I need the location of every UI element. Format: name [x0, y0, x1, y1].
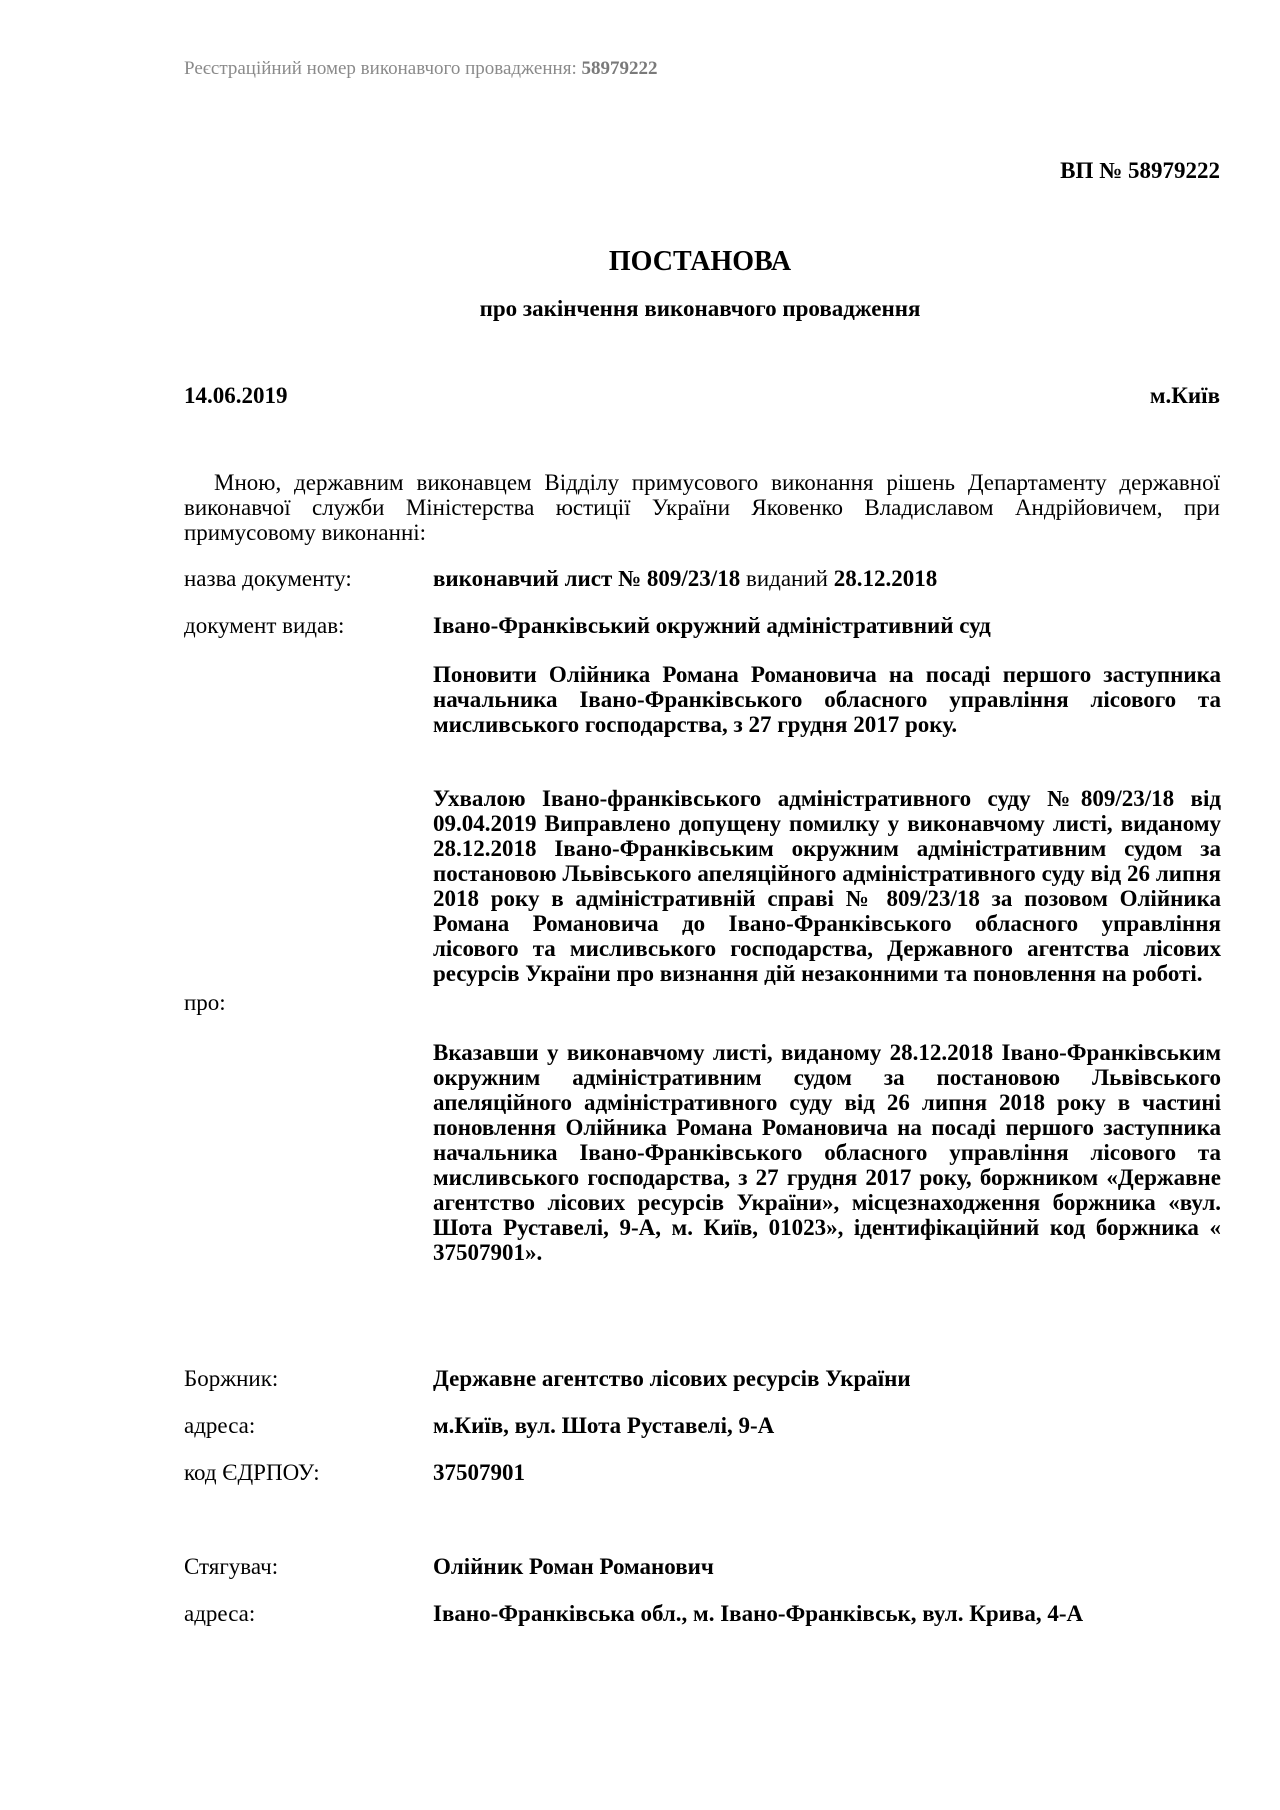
about-paragraph-2: Ухвалою Івано-франківського адміністративного суду №809/23/18 від 09.04.2019 Виправлено допущену помилку у виконавчому листі, виданому 28.12.2018 Івано-Франківським окружним адміністративним судом за постановою Львівського апеляційного адміністративного суду від 26 липня 2018 року в адміністративній справі № 809/23/18 за позовом Олійника Романа Романовича до Івано-Франківського обласного управління лісового та мисливського господарства, Державного агентства лісових ресурсів України про визнання дій незаконними та поновлення на роботі. — [433, 786, 1221, 986]
registration-label: Реєстраційний номер виконавчого провадження: — [184, 58, 577, 79]
debtor-code-label: код ЄДРПОУ: — [184, 1460, 320, 1485]
document-subtitle: про закінчення виконавчого провадження — [479, 296, 921, 321]
vp-number: ВП № 58979222 — [1060, 158, 1220, 183]
creditor-value: Олійник Роман Романович — [433, 1554, 714, 1579]
debtor-label: Боржник: — [184, 1366, 279, 1391]
document-issuer-value: Івано-Франківський окружний адміністративний суд — [433, 613, 991, 638]
document-issuer-label: документ видав: — [184, 613, 345, 638]
document-name-label: назва документу: — [184, 566, 352, 591]
debtor-code-value: 37507901 — [433, 1460, 525, 1485]
registration-line — [184, 58, 657, 80]
document-name-date: 28.12.2018 — [833, 566, 938, 591]
creditor-address-value: Івано-Франківська обл., м. Івано-Франківськ, вул. Крива, 4-А — [433, 1601, 1084, 1626]
debtor-value: Державне агентство лісових ресурсів України — [433, 1366, 911, 1391]
document-name-part1: виконавчий лист № 809/23/18 — [433, 566, 741, 591]
document-city: м.Київ — [1149, 383, 1220, 408]
creditor-label: Стягувач: — [184, 1554, 279, 1579]
intro-paragraph: Мною, державним виконавцем Відділу примусового виконання рішень Департаменту державної виконавчої служби Міністерства юстиції України Яковенко Владиславом Андрійовичем, при примусовому виконанні: — [184, 470, 1220, 545]
registration-number: 58979222 — [581, 58, 658, 79]
document-title: ПОСТАНОВА — [608, 246, 792, 277]
document-date: 14.06.2019 — [184, 383, 288, 408]
about-paragraph-1: Поновити Олійника Романа Романовича на посаді першого заступника начальника Івано-Франківського обласного управління лісового та мисливського господарства, з 27 грудня 2017 року. — [433, 662, 1221, 737]
about-label: про: — [184, 990, 226, 1015]
document-name-value — [433, 566, 1221, 592]
document-name-mid: виданий — [740, 566, 834, 591]
creditor-address-label: адреса: — [184, 1601, 256, 1626]
about-paragraph-3: Вказавши у виконавчому листі, виданому 28.12.2018 Івано-Франківським окружним адміністративним судом за постановою Львівського апеляційного адміністративного суду від 26 липня 2018 року в частині поновлення Олійника Романа Романовича на посаді першого заступника начальника Івано-Франківського обласного управління лісового та мисливського господарства, з 27 грудня 2017 року, боржником «Державне агентство лісових ресурсів України», місцезнаходження боржника «вул. Шота Руставелі, 9-А, м. Київ, 01023», ідентифікаційний код боржника « 37507901». — [433, 1040, 1221, 1265]
debtor-address-value: м.Київ, вул. Шота Руставелі, 9-А — [433, 1413, 775, 1438]
debtor-address-label: адреса: — [184, 1413, 256, 1438]
